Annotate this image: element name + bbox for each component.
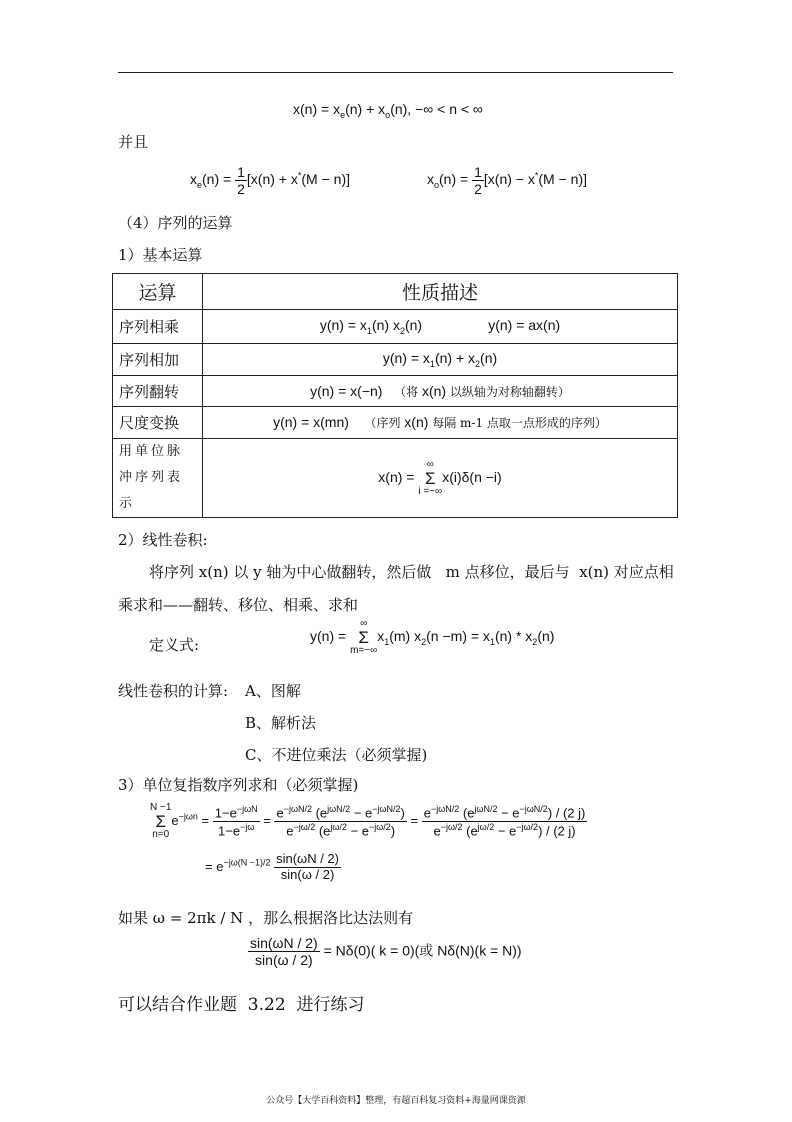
calc-method-c: C、不进位乘法（必须掌握) (245, 746, 428, 764)
header-rule (118, 72, 673, 73)
row-desc: y(n) = x(mn) （序列 x(n) 每隔 m-1 点取一点形成的序列） (203, 407, 678, 439)
row-name: 尺度变换 (113, 407, 203, 439)
row-name: 序列翻转 (113, 376, 203, 407)
table-row (113, 310, 678, 344)
lhopital-equation: $\frac{\sin(\omega N / 2)}{\sin(\omega / 2)}$ = Nδ(0)( k = 0)(或 Nδ(N)(k = N)) (250, 935, 522, 969)
section-4-heading: （4）序列的运算 (118, 214, 233, 232)
table-header-row (113, 274, 678, 310)
table-row (113, 407, 678, 439)
complex-exp-sum-equation: N −1 Σ n=0 $e^{-j\omega n}$ = $\frac{1-e^{-j\omega N}}{1-e^{-j\omega}}$ = $\frac{e^{-j\omega N/2} (e^{j\omega N/2} - e^{-j\omega N/2})}{e^{-j\omega/2} (e^{j\omega/2} - e^{-j\omega/2})}$ = $\frac{e^{-j\omega N/2} (e^{j\omega N/2} - e^{-j\omega N/2}) / (2 j)}{e^{-j\omega/2} (e^{j\omega/2} - e^{-j\omega/2}) / (2 j)}$ (150, 802, 586, 840)
exercise-note: 可以结合作业题 3.22 进行练习 (118, 995, 365, 1015)
row-name: 序列相乘 (113, 310, 203, 344)
decomposition-equation: $x(n) = x_e(n) + x_o(n)$, −∞ < n < ∞ (293, 101, 483, 120)
row-desc: $y(n) = x_1(n)$ $x_2(n)$ y(n) = ax(n) (203, 310, 678, 344)
footer-note: 公众号【大学百科资料】整理，有超百科复习资料+海量网课资源 (266, 1096, 526, 1106)
complex-exp-heading: 3）单位复指数序列求和（必须掌握) (118, 776, 359, 794)
table-row (113, 376, 678, 407)
table-row (113, 344, 678, 376)
complex-exp-result: = $e^{-j\omega(N -1)/2}$ $\frac{\sin(\omega N / 2)}{\sin(\omega / 2)}$ (205, 851, 339, 882)
lhopital-text: 如果 ω = 2πk / N ，那么根据洛比达法则有 (118, 909, 414, 927)
basic-ops-heading: 1）基本运算 (118, 246, 203, 264)
calc-method-b: B、解析法 (245, 714, 317, 732)
table-row (113, 439, 678, 518)
row-name: 序列相加 (113, 344, 203, 376)
definition-label: 定义式: (149, 636, 200, 654)
and-text: 并且 (118, 133, 149, 151)
row-name: 用单位脉冲序列表示 (113, 439, 203, 518)
definition-equation: y(n) = ∞ Σ m=−∞ $x_1(m)$ $x_2(n -m) = x_1(n) * x_2(n)$ (310, 618, 555, 656)
xo-equation: $x_o(n)$ = $\frac{1}{2}$ [x(n) − x*(M − n)] (427, 164, 587, 198)
header-op: 运算 (113, 274, 203, 310)
calc-method-a: A、图解 (245, 682, 301, 700)
operations-table (112, 273, 678, 518)
row-desc: x(n) = ∞ Σ i =−∞ x(i)δ(n −i) (203, 439, 678, 518)
convolution-text-1: 将序列 x(n) 以 y 轴为中心做翻转，然后做 m 点移位，最后与 x(n) 对应点相 (149, 563, 674, 581)
convolution-text-2: 乘求和——翻转、移位、相乘、求和 (118, 596, 359, 614)
convolution-heading: 2）线性卷积: (118, 531, 208, 549)
header-desc: 性质描述 (203, 274, 678, 310)
calc-label: 线性卷积的计算: (118, 682, 229, 700)
xe-equation: $x_e(n)$ = $\frac{1}{2}$ [x(n) + x*(M − n)] (190, 164, 350, 198)
row-desc: y(n) = x(−n) （将 x(n) 以纵轴为对称轴翻转） (203, 376, 678, 407)
row-desc: $y(n) = x_1(n) + x_2(n)$ (203, 344, 678, 376)
